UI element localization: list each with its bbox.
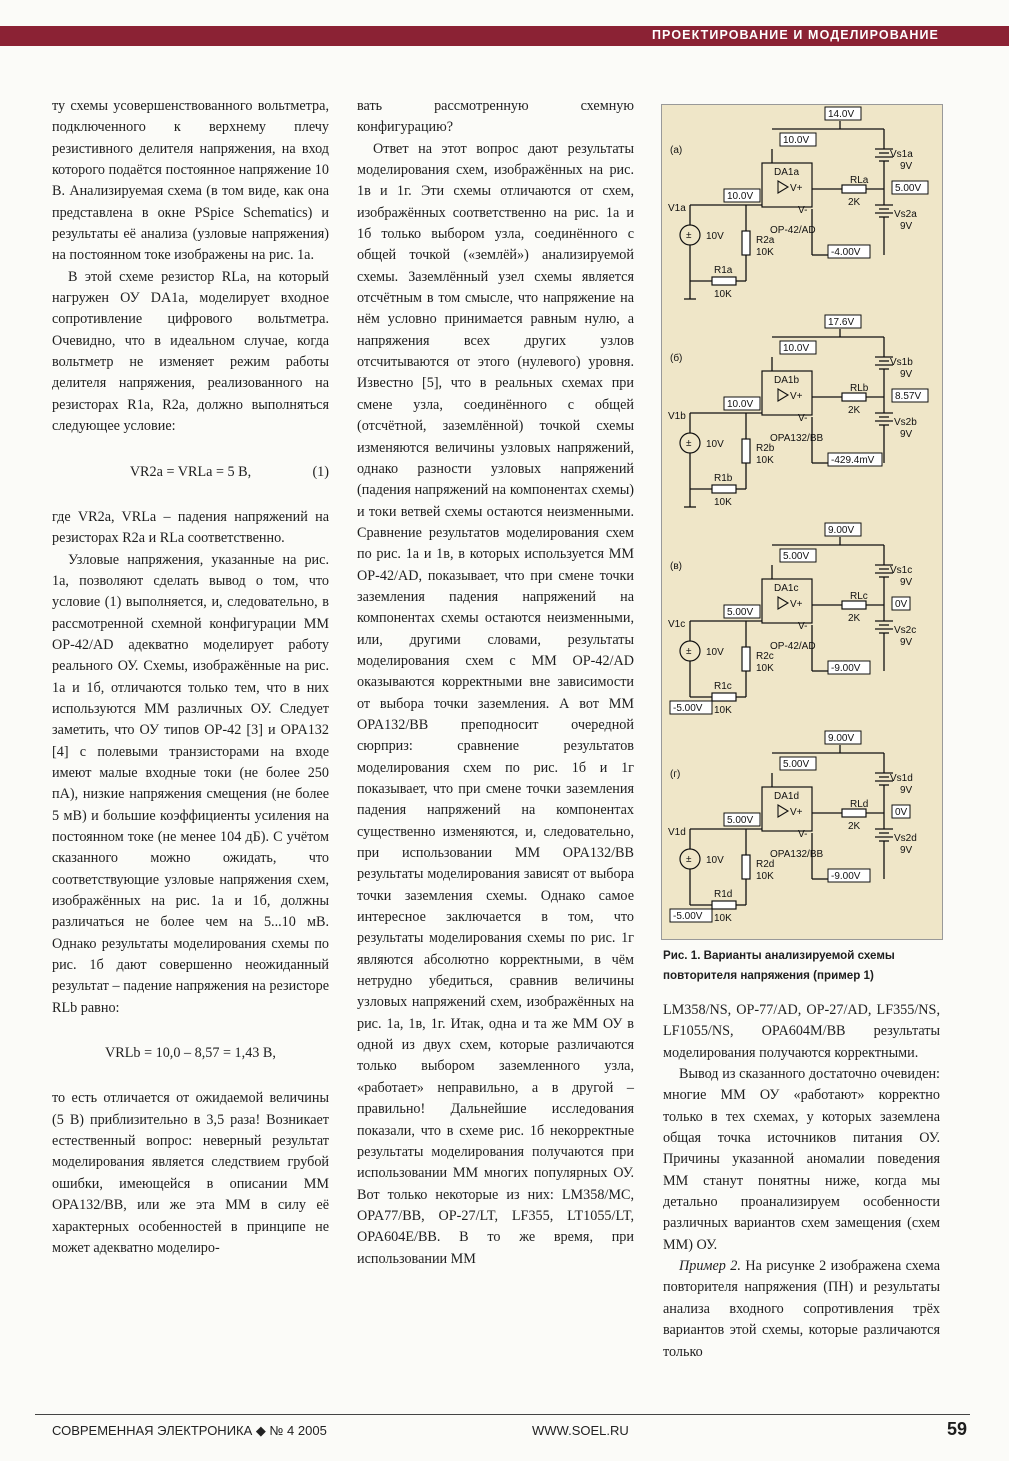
rl-value: 2K — [848, 197, 861, 208]
node-voltage-in: 10.0V — [727, 399, 754, 410]
r2-value: 10K — [756, 247, 774, 258]
text-column-1 — [52, 96, 329, 1259]
formula-text: VR2a = VRLa = 5 В, — [129, 463, 252, 480]
node-voltage-top: 17.6V — [828, 317, 855, 328]
resistor — [712, 277, 736, 285]
resistor — [742, 231, 750, 255]
r1-label: R1a — [714, 265, 733, 276]
circuit-tag: (г) — [670, 769, 681, 780]
opamp-triangle — [778, 805, 788, 817]
paragraph: Узловые напряжения, указанные на рис. 1а, позволяют сделать вывод о том, что условие (1) выполняется, и, следовательно, в рассмотренной схемной конфигурации ММ OP-42/AD адекватно моделирует работу реального ОУ. Схемы, изображённые на рис. 1а и 1б, отличаются только тем, что в них используются ММ различных ОУ. Следует заметить, что ОУ типов OP-42 [3] и OPA132 [4] с полевыми транзисторами на входе имеют малые входные токи (не более 250 пА), низкие напряжения смещения (не более 5 мВ) и большие коэффициенты усиления на постоянном токе (не менее 104 дБ). С учётом сказанного можно ожидать, что соответствующие узловые напряжения схем, изображённых на рис. 1а и 1б, должны различаться не более чем на 5...10 мВ. Однако результаты моделирования схемы по рис. 1б дают совершенно неожиданный результат – падение напряжения на резисторе RLb равно: — [52, 551, 329, 1016]
figure-circuits — [661, 104, 943, 940]
opamp-triangle — [778, 181, 788, 193]
r1-label: R1b — [714, 473, 733, 484]
vs2-value: 9V — [900, 637, 913, 648]
vs1-value: 9V — [900, 577, 913, 588]
node-voltage-neg: -9.00V — [831, 871, 861, 882]
v1-value: 10V — [706, 231, 724, 242]
vs2-label: Vs2d — [894, 833, 917, 844]
resistor — [742, 647, 750, 671]
vs2-value: 9V — [900, 221, 913, 232]
opamp-vminus: V- — [798, 829, 808, 840]
r2-value: 10K — [756, 871, 774, 882]
paragraph: вать рассмотренную схемную конфигурацию? — [357, 98, 634, 136]
opamp-label: DA1c — [774, 583, 799, 594]
r2-label: R2b — [756, 443, 775, 454]
r1-value: 10K — [714, 289, 732, 300]
resistor — [712, 901, 736, 909]
vs1-label: Vs1c — [890, 565, 913, 576]
node-voltage-neg: -429.4mV — [831, 455, 875, 466]
node-voltage-out: 0V — [895, 599, 908, 610]
opamp-model: OP-42/AD — [770, 641, 816, 652]
node-voltage-neg: -4.00V — [831, 247, 861, 258]
v1-polarity: ± — [686, 646, 692, 657]
v1-label: V1d — [668, 827, 686, 838]
page-number: 59 — [946, 1419, 967, 1439]
rl-value: 2K — [848, 821, 861, 832]
opamp-triangle — [778, 597, 788, 609]
node-voltage-ground: -5.00V — [673, 911, 703, 922]
node-voltage-opamp: 5.00V — [783, 759, 810, 770]
opamp-vminus: V- — [798, 413, 808, 424]
r1-label: R1d — [714, 889, 733, 900]
paragraph-text: На рисунке 2 изображена схема повторителя напряжения (ПН) и результаты анализа входного сопротивления трёх вариантов этой схемы, которые различаются только — [663, 1258, 940, 1360]
v1-label: V1b — [668, 411, 686, 422]
v1-polarity: ± — [686, 438, 692, 449]
vs1-label: Vs1b — [890, 357, 913, 368]
r2-value: 10K — [756, 663, 774, 674]
opamp-model: OPA132/BB — [770, 433, 824, 444]
formula-number: (1) — [312, 463, 329, 480]
vs1-label: Vs1d — [890, 773, 913, 784]
resistor — [842, 809, 866, 817]
vs2-value: 9V — [900, 429, 913, 440]
node-voltage-opamp: 10.0V — [783, 343, 810, 354]
rl-label: RLb — [850, 383, 869, 394]
v1-label: V1c — [668, 619, 686, 630]
node-voltage-in: 5.00V — [727, 607, 754, 618]
node-voltage-opamp: 5.00V — [783, 551, 810, 562]
opamp-vplus: V+ — [790, 599, 803, 610]
resistor — [742, 439, 750, 463]
r2-label: R2a — [756, 235, 775, 246]
opamp-model: OP-42/AD — [770, 225, 816, 236]
node-voltage-in: 5.00V — [727, 815, 754, 826]
opamp-label: DA1d — [774, 791, 800, 802]
section-title: ПРОЕКТИРОВАНИЕ И МОДЕЛИРОВАНИЕ — [651, 28, 939, 42]
paragraph: LM358/NS, OP-77/AD, OP-27/AD, LF355/NS, LF1055/NS, OPA604M/BB результаты моделирования получаются корректными. — [663, 1002, 940, 1061]
vs2-label: Vs2c — [894, 625, 917, 636]
node-voltage-neg: -9.00V — [831, 663, 861, 674]
rl-label: RLa — [850, 175, 869, 186]
vs1-value: 9V — [900, 161, 913, 172]
node-voltage-in: 10.0V — [727, 191, 754, 202]
rl-value: 2K — [848, 405, 861, 416]
node-voltage-out: 5.00V — [895, 183, 922, 194]
v1-label: V1a — [668, 203, 686, 214]
v1-polarity: ± — [686, 230, 692, 241]
v1-value: 10V — [706, 439, 724, 450]
paragraph: где VR2a, VRLa – падения напряжений на резисторах R2a и RLa соответственно. — [52, 508, 329, 547]
circuit-tag: (в) — [670, 561, 682, 572]
r1-value: 10K — [714, 497, 732, 508]
node-voltage-top: 14.0V — [828, 109, 855, 120]
vs1-value: 9V — [900, 785, 913, 796]
vs2-label: Vs2b — [894, 417, 917, 428]
vs2-value: 9V — [900, 845, 913, 856]
paragraph: В этой схеме резистор RLa, на который нагружен ОУ DA1a, моделирует входное сопротивление цифрового вольтметра. Очевидно, что в идеальном случае, когда вольтметр не изменяет режим работы делителя напряжения, реализованного на резисторах R1a, R2a, должно выполняться следующее условие: — [52, 268, 329, 435]
node-voltage-out: 8.57V — [895, 391, 922, 402]
opamp-model: OPA132/BB — [770, 849, 824, 860]
paragraph: то есть отличается от ожидаемой величины (5 В) приблизительно в 3,5 раза! Возникает естественный вопрос: неверный результат моделирования является следствием грубой ошибки, имеющейся в описании ММ OPA132/BB, или же эта ММ в силу её характерных особенностей в принципе не может адекватно моделиро- — [52, 1090, 329, 1256]
node-voltage-out: 0V — [895, 807, 908, 818]
resistor — [742, 855, 750, 879]
formula-text: VRLb = 10,0 – 8,57 = 1,43 В, — [105, 1045, 276, 1062]
rl-value: 2K — [848, 613, 861, 624]
text-column-3 — [663, 1000, 940, 1363]
v1-polarity: ± — [686, 854, 692, 865]
node-voltage-opamp: 10.0V — [783, 135, 810, 146]
vs1-label: Vs1a — [890, 149, 913, 160]
opamp-vminus: V- — [798, 205, 808, 216]
opamp-label: DA1b — [774, 375, 800, 386]
vs2-label: Vs2a — [894, 209, 917, 220]
figure-caption: Рис. 1. Варианты анализируемой схемы повторителя напряжения (пример 1) — [663, 949, 895, 982]
opamp-vminus: V- — [798, 621, 808, 632]
vs1-value: 9V — [900, 369, 913, 380]
circuit-diagrams — [662, 105, 942, 939]
formula-1 — [52, 462, 329, 483]
footer-journal: СОВРЕМЕННАЯ ЭЛЕКТРОНИКА ◆ № 4 2005 — [52, 1423, 327, 1438]
paragraph: Ответ на этот вопрос дают результаты моделирования схем, изображённых на рис. 1в и 1г. Эти схемы отличаются от схем, изображённых соответственно на рис. 1а и 1б только выбором узла, соединённого с общей точкой («землёй») анализируемой схемы. Заземлённый узел схемы является отсчётным в том смысле, что напряжение на нём условно принимается равным нулю, а напряжения всех других узлов отсчитываются от этого (нулевого) уровня. Известно [5], что в реальных схемах при смене узла, соединённого с общей (отсчётной, заземлённой) точкой схемы изменяются величины узловых напряжений, однако разности узловых напряжений (падения напряжений на компонентах схемы) и токи ветвей схемы остаются неизменными. Сравнение результатов моделирования схем по рис. 1а и 1в, в которых используется ММ OP-42/AD, показывает, что при смене точки заземления падения напряжений на компонентах схемы остаются неизменными, или, другими словами, результаты моделирования схем с ММ OP-42/AD оказываются корректными вне зависимости от выбора точки заземления. А вот ММ OPA132/BB преподносит очередной сюрприз: сравнение результатов моделирования схем по рис. 1б и 1г показывает, что при смене точки заземления падения напряжений на компонентах существенно изменяются, и, следовательно, при использовании ММ OPA132/BB результаты моделирования зависят от выбора точки заземления схемы. Однако самое интересное заключается в том, что результаты моделирования схемы по рис. 1г являются абсолютно корректными, в чём нетрудно убедиться, сравнив величины узловых напряжений схем, изображённых на рис. 1а, 1в, 1г. Итак, одна и та же ММ ОУ в одной из двух схем, которые различаются только выбором заземленного узла, «работает» неправильно, а в другой – правильно! Дальнейшие исследования показали, что в схеме рис. 1б некорректные результаты моделирования получаются при использовании ММ многих популярных ОУ. Вот только некоторые из них: LM358/MC, OPA77/BB, OP-27/LT, LF355, LT1055/LT, OPA604E/BB. В то же время, при использовании ММ — [357, 140, 634, 1267]
opamp-triangle — [778, 389, 788, 401]
r1-value: 10K — [714, 705, 732, 716]
footer-rule — [35, 1414, 970, 1415]
opamp-vplus: V+ — [790, 391, 803, 402]
paragraph: Вывод из сказанного достаточно очевиден: многие ММ ОУ «работают» корректно только в тех схемах, у которых заземлена общая точка источников питания ОУ. Причины указанной аномалии поведения ММ станут понятны ниже, когда мы детально проанализируем особенности различных вариантов схем замещения (схем ММ) ОУ. — [663, 1066, 940, 1253]
node-voltage-top: 9.00V — [828, 525, 855, 536]
resistor — [712, 485, 736, 493]
r2-value: 10K — [756, 455, 774, 466]
node-voltage-ground: -5.00V — [673, 703, 703, 714]
r2-label: R2c — [756, 651, 774, 662]
resistor — [842, 185, 866, 193]
node-voltage-top: 9.00V — [828, 733, 855, 744]
circuit-tag: (б) — [670, 353, 683, 364]
v1-value: 10V — [706, 855, 724, 866]
opamp-label: DA1a — [774, 167, 800, 178]
paragraph: ту схемы усовершенствованного вольтметра, подключенного к верхнему плечу резистивного делителя напряжения, на вход которого подаётся постоянное напряжение 10 В. Анализируемая схема (в том виде, как она представлена в окне PSpice Schematics) и результаты её анализа (узловые напряжения) на постоянном токе изображены на рис. 1а. — [52, 98, 329, 264]
text-column-2 — [357, 96, 634, 1270]
rl-label: RLd — [850, 799, 869, 810]
resistor — [842, 601, 866, 609]
opamp-vplus: V+ — [790, 183, 803, 194]
v1-value: 10V — [706, 647, 724, 658]
r1-value: 10K — [714, 913, 732, 924]
resistor — [712, 693, 736, 701]
footer-site: WWW.SOEL.RU — [532, 1423, 629, 1438]
example-label: Пример 2. — [679, 1258, 741, 1275]
paragraph — [663, 1256, 940, 1363]
section-header-bar — [0, 26, 1009, 46]
r1-label: R1c — [714, 681, 732, 692]
resistor — [842, 393, 866, 401]
circuit-tag: (а) — [670, 145, 683, 156]
rl-label: RLc — [850, 591, 868, 602]
opamp-vplus: V+ — [790, 807, 803, 818]
r2-label: R2d — [756, 859, 775, 870]
formula-2 — [52, 1043, 329, 1064]
